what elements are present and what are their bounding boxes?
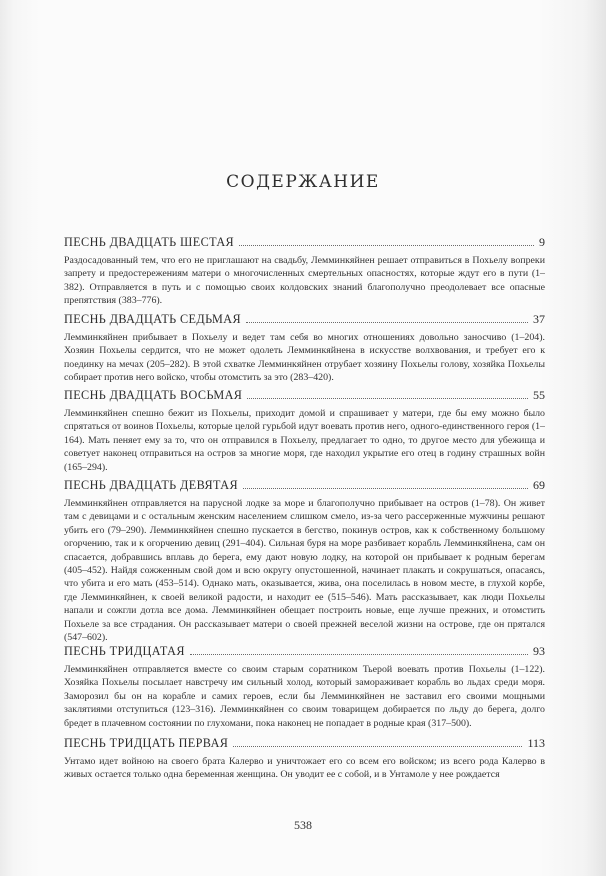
toc-entry-30: [64, 644, 545, 730]
toc-entry-heading: ПЕСНЬ ДВАДЦАТЬ СЕДЬМАЯ: [64, 312, 241, 326]
toc-entry-heading-row: [64, 388, 545, 403]
toc-entry-summary: Лемминкяйнен отправляется на парусной лодке за море и благополучно прибывает на остров (1–78). Он живет там с девицами и с остальным женским населением слишком смело, из-за чего рассерженные мужчины решают убить его (79–290). Лемминкяйнен спешно пускается в бегство, покинув остров, как к собственному большому огорчению, так и к огорчению девиц (291–404). Сильная буря на море разбивает корабль Лемминкяйнена, сам он спасается, добравшись вплавь до берега, ему дают новую лодку, на которой он прибывает к родным берегам (405–452). Найдя сожженным свой дом и всю округу опустошенной, начинает плакать и сокрушаться, опасаясь, что убита и его мать (453–514). Однако мать, оказывается, жива, она поселилась в новом месте, в глухой корбе, где Лемминкяйнен, к своей великой радости, и находит ее (515–546). Мать рассказывает, как люди Похьелы напали и сожгли дотла все дома. Лемминкяйнен обещает построить новые, еще лучше прежних, и отомстить Похьеле за все страдания. Он рассказывает матери о своей прежней веселой жизни на острове, где он прятался (547–602).: [64, 498, 545, 644]
toc-entry-heading-row: [64, 478, 545, 493]
toc-entry-page-number: 9: [539, 235, 545, 249]
toc-dot-leader: [243, 488, 528, 489]
toc-dot-leader: [246, 322, 528, 323]
toc-entry-page-number: 55: [533, 388, 545, 402]
toc-entry-page-number: 69: [533, 478, 545, 492]
toc-entry-28: [64, 388, 545, 474]
toc-entry-heading: ПЕСНЬ ТРИДЦАТЬ ПЕРВАЯ: [64, 736, 229, 750]
toc-entry-page-number: 93: [533, 644, 545, 658]
toc-dot-leader: [247, 398, 528, 399]
toc-entry-heading-row: [64, 312, 545, 327]
toc-entry-page-number: 37: [533, 312, 545, 326]
toc-entry-31: [64, 736, 545, 782]
toc-dot-leader: [239, 245, 534, 246]
toc-dot-leader: [233, 746, 522, 747]
toc-entry-summary: Лемминкяйнен спешно бежит из Похьелы, приходит домой и спрашивает у матери, где бы ему можно было спрятаться от воинов Похьелы, которые целой гурьбой идут воевать против него, одного-единственного героя (1–164). Мать пеняет ему за то, что он отправился в Похьелу, предлагает то одно, то другое место для убежища и советует наконец отправиться на остров за многие моря, где находил укрытие его отец в годину страшных войн (165–294).: [64, 408, 545, 473]
toc-entry-29: [64, 478, 545, 644]
toc-entry-summary: Унтамо идет войною на своего брата Калерво и уничтожает его со всем его войском; из всего рода Калерво в живых остается только одна беременная женщина. Он уводит ее с собой, и в Унтамоле у нее рождается: [64, 756, 545, 781]
toc-entry-heading-row: [64, 235, 545, 250]
toc-entry-heading: ПЕСНЬ ДВАДЦАТЬ ДЕВЯТАЯ: [64, 478, 239, 492]
toc-entry-summary: Раздосадованный тем, что его не приглашают на свадьбу, Лемминкяйнен решает отправиться в Похьелу вопреки запрету и предостережениям матери о многочисленных смертельных опасностях, которые ждут его в пути (1–382). Отправляется в путь и с помощью своих колдовских знаний благополучно преодолевает все опасные препятствия (383–776).: [64, 255, 545, 307]
toc-entry-27: [64, 312, 545, 385]
toc-entry-heading: ПЕСНЬ ТРИДЦАТАЯ: [64, 644, 185, 658]
toc-entry-heading: ПЕСНЬ ДВАДЦАТЬ ШЕСТАЯ: [64, 235, 235, 249]
toc-entry-heading-row: [64, 644, 545, 659]
toc-entry-26: [64, 235, 545, 308]
toc-entry-heading-row: [64, 736, 545, 751]
toc-entry-heading: ПЕСНЬ ДВАДЦАТЬ ВОСЬМАЯ: [64, 388, 243, 402]
toc-entry-summary: Лемминкяйнен прибывает в Похьелу и ведет там себя во многих отношениях довольно заносчиво (1–204). Хозяин Похьелы сердится, что не может одолеть Лемминкяйнена в искусстве волхвования, и требует его к поединку на мечах (205–282). В этой схватке Лемминкяйнен отрубает хозяину Похьелы голову, хозяйка Похьелы собирает против него войско, чтобы отомстить за это (283–420).: [64, 332, 545, 384]
page-number: 538: [294, 818, 312, 832]
toc-dot-leader: [190, 654, 528, 655]
toc-entry-summary: Лемминкяйнен отправляется вместе со своим старым соратником Тьерой воевать против Похьелы (1–122). Хозяйка Похьелы посылает навстречу им сильный холод, который замораживает корабль во льдах среди моря. Заморозил бы он на корабле и самих героев, если бы Лемминкяйнен не заставил его своими мощными заклятиями отступиться (123–316). Лемминкяйнен со своим товарищем добирается по льду до берега, долго бредет в плачевном состоянии по глухомани, пока наконец не попадает в родные края (317–500).: [64, 664, 545, 729]
toc-entry-page-number: 113: [527, 736, 545, 750]
contents-title: СОДЕРЖАНИЕ: [226, 172, 380, 192]
